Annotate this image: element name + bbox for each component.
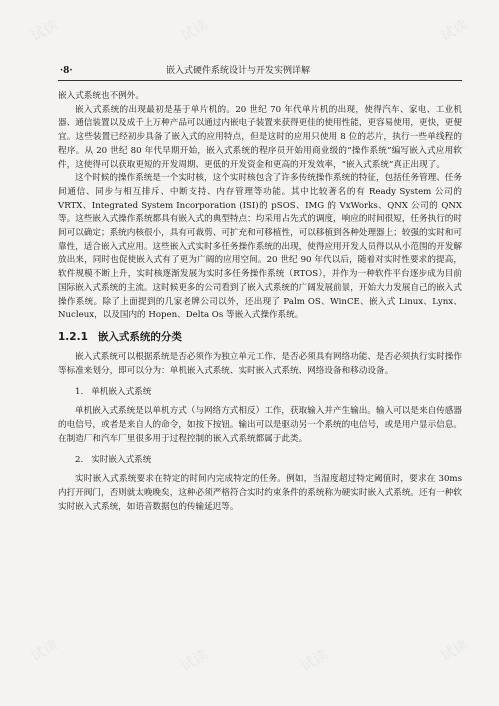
body-text (58, 90, 462, 515)
subsection-title: 单机嵌入式系统 (91, 387, 152, 398)
section-number: 1.2.1 (58, 330, 88, 343)
paragraph: 实时嵌入式系统要求在特定的时间内完成特定的任务。例如，当湿度超过特定阈值时，要求在 30ms 内打开阀门，否则就太晚晚矣，这种必须严格符合实时约束条件的系统称为硬实时嵌入式系统。还有一种软实时嵌入式系统，如语音数据包的传输延迟等。 (58, 474, 462, 512)
watermark: 试读 (28, 636, 61, 665)
subsection-number: 2. (75, 455, 84, 466)
watermark: 试读 (298, 646, 331, 675)
section-heading (58, 329, 462, 345)
paragraph: 嵌入式系统的出现最初是基于单片机的。20 世纪 70 年代单片机的出现，使得汽车、家电、工业机器、通信装置以及成千上万种产品可以通过内嵌电子装置来获得更佳的使用性能，更容易使用，更快，更便宜。这些装置已经初步具备了嵌入式的应用特点，但是这时的应用只使用 8 位的芯片，执行一些单线程的程序。从 20 世纪 80 年代早期开始，嵌入式系统的程序员开始用商业级的“操作系统”编写嵌入式应用软件，这使得可以获取更短的开发周期、更低的开发资金和更高的开发效率，“嵌入式系统”真正出现了。 (58, 104, 462, 170)
watermark: 试读 (28, 16, 61, 45)
subsection-heading (75, 385, 462, 399)
subsection-heading (75, 453, 462, 467)
section-title: 嵌入式系统的分类 (97, 330, 182, 343)
subsection-number: 1. (75, 387, 84, 398)
paragraph: 嵌入式系统可以根据系统是否必须作为独立单元工作、是否必须具有网络功能、是否必须执行实时操作等标准来划分，即可以分为：单机嵌入式系统、实时嵌入式系统、网络设备和移动设备。 (58, 351, 462, 376)
running-header (58, 64, 462, 81)
paragraph: 这个时候的操作系统是一个实时核，这个实时核包含了许多传统操作系统的特征，包括任务管理、任务间通信、同步与相互排斥、中断支持、内存管理等功能。其中比较著名的有 Ready System 公司的 VRTX、Integrated System Incorporation (ISI)的 pSOS、IMG 的 VxWorks、QNX 公司的 QNX 等。这些嵌入式操作系统都具有嵌入式的典型特点：均采用占先式的调度，响应的时间很短，任务执行的时间可以确定；系统内核很小，具有可裁剪、可扩充和可移植性，可以移植到各种处理器上；较强的实时和可靠性，适合嵌入式应用。这些嵌入式实时多任务操作系统的出现，使得应用开发人员得以从小范围的开发解放出来，同时也促使嵌入式有了更为广阔的应用空间。20 世纪 90 年代以后，随着对实时性要求的提高，软件规模不断上升，实时核逐渐发展为实时多任务操作系统（RTOS），并作为一种软件平台逐步成为目前国际嵌入式系统的主流。这时候更多的公司看到了嵌入式系统的广阔发展前景，开始大力发展自己的嵌入式操作系统。除了上面提到的几家老牌公司以外，还出现了 Palm OS、WinCE、嵌入式 Linux、Lynx、Nucleux，以及国内的 Hopen、Delta Os 等嵌入式操作系统。 (58, 173, 462, 321)
subsection-title: 实时嵌入式系统 (91, 455, 152, 466)
watermark: 试读 (438, 636, 471, 665)
watermark: 试读 (438, 16, 471, 45)
paragraph: 单机嵌入式系统是以单机方式（与网络方式相反）工作，获取输入并产生输出。输入可以是来自传感器的电信号，或者是来自人的命令，如按下按钮。输出可以是驱动另一个系统的电信号，或是用户显示信息。在制造厂和汽车厂里很多用于过程控制的嵌入式系统都属于此类。 (58, 406, 462, 444)
watermark: 试读 (178, 646, 211, 675)
watermark: 试读 (178, 16, 211, 45)
page-number: ·8· (60, 66, 73, 76)
watermark: 试读 (438, 136, 471, 165)
running-title: 嵌入式硬件系统设计与开发实例详解 (166, 66, 311, 76)
paragraph: 嵌入式系统也不例外。 (58, 91, 144, 101)
